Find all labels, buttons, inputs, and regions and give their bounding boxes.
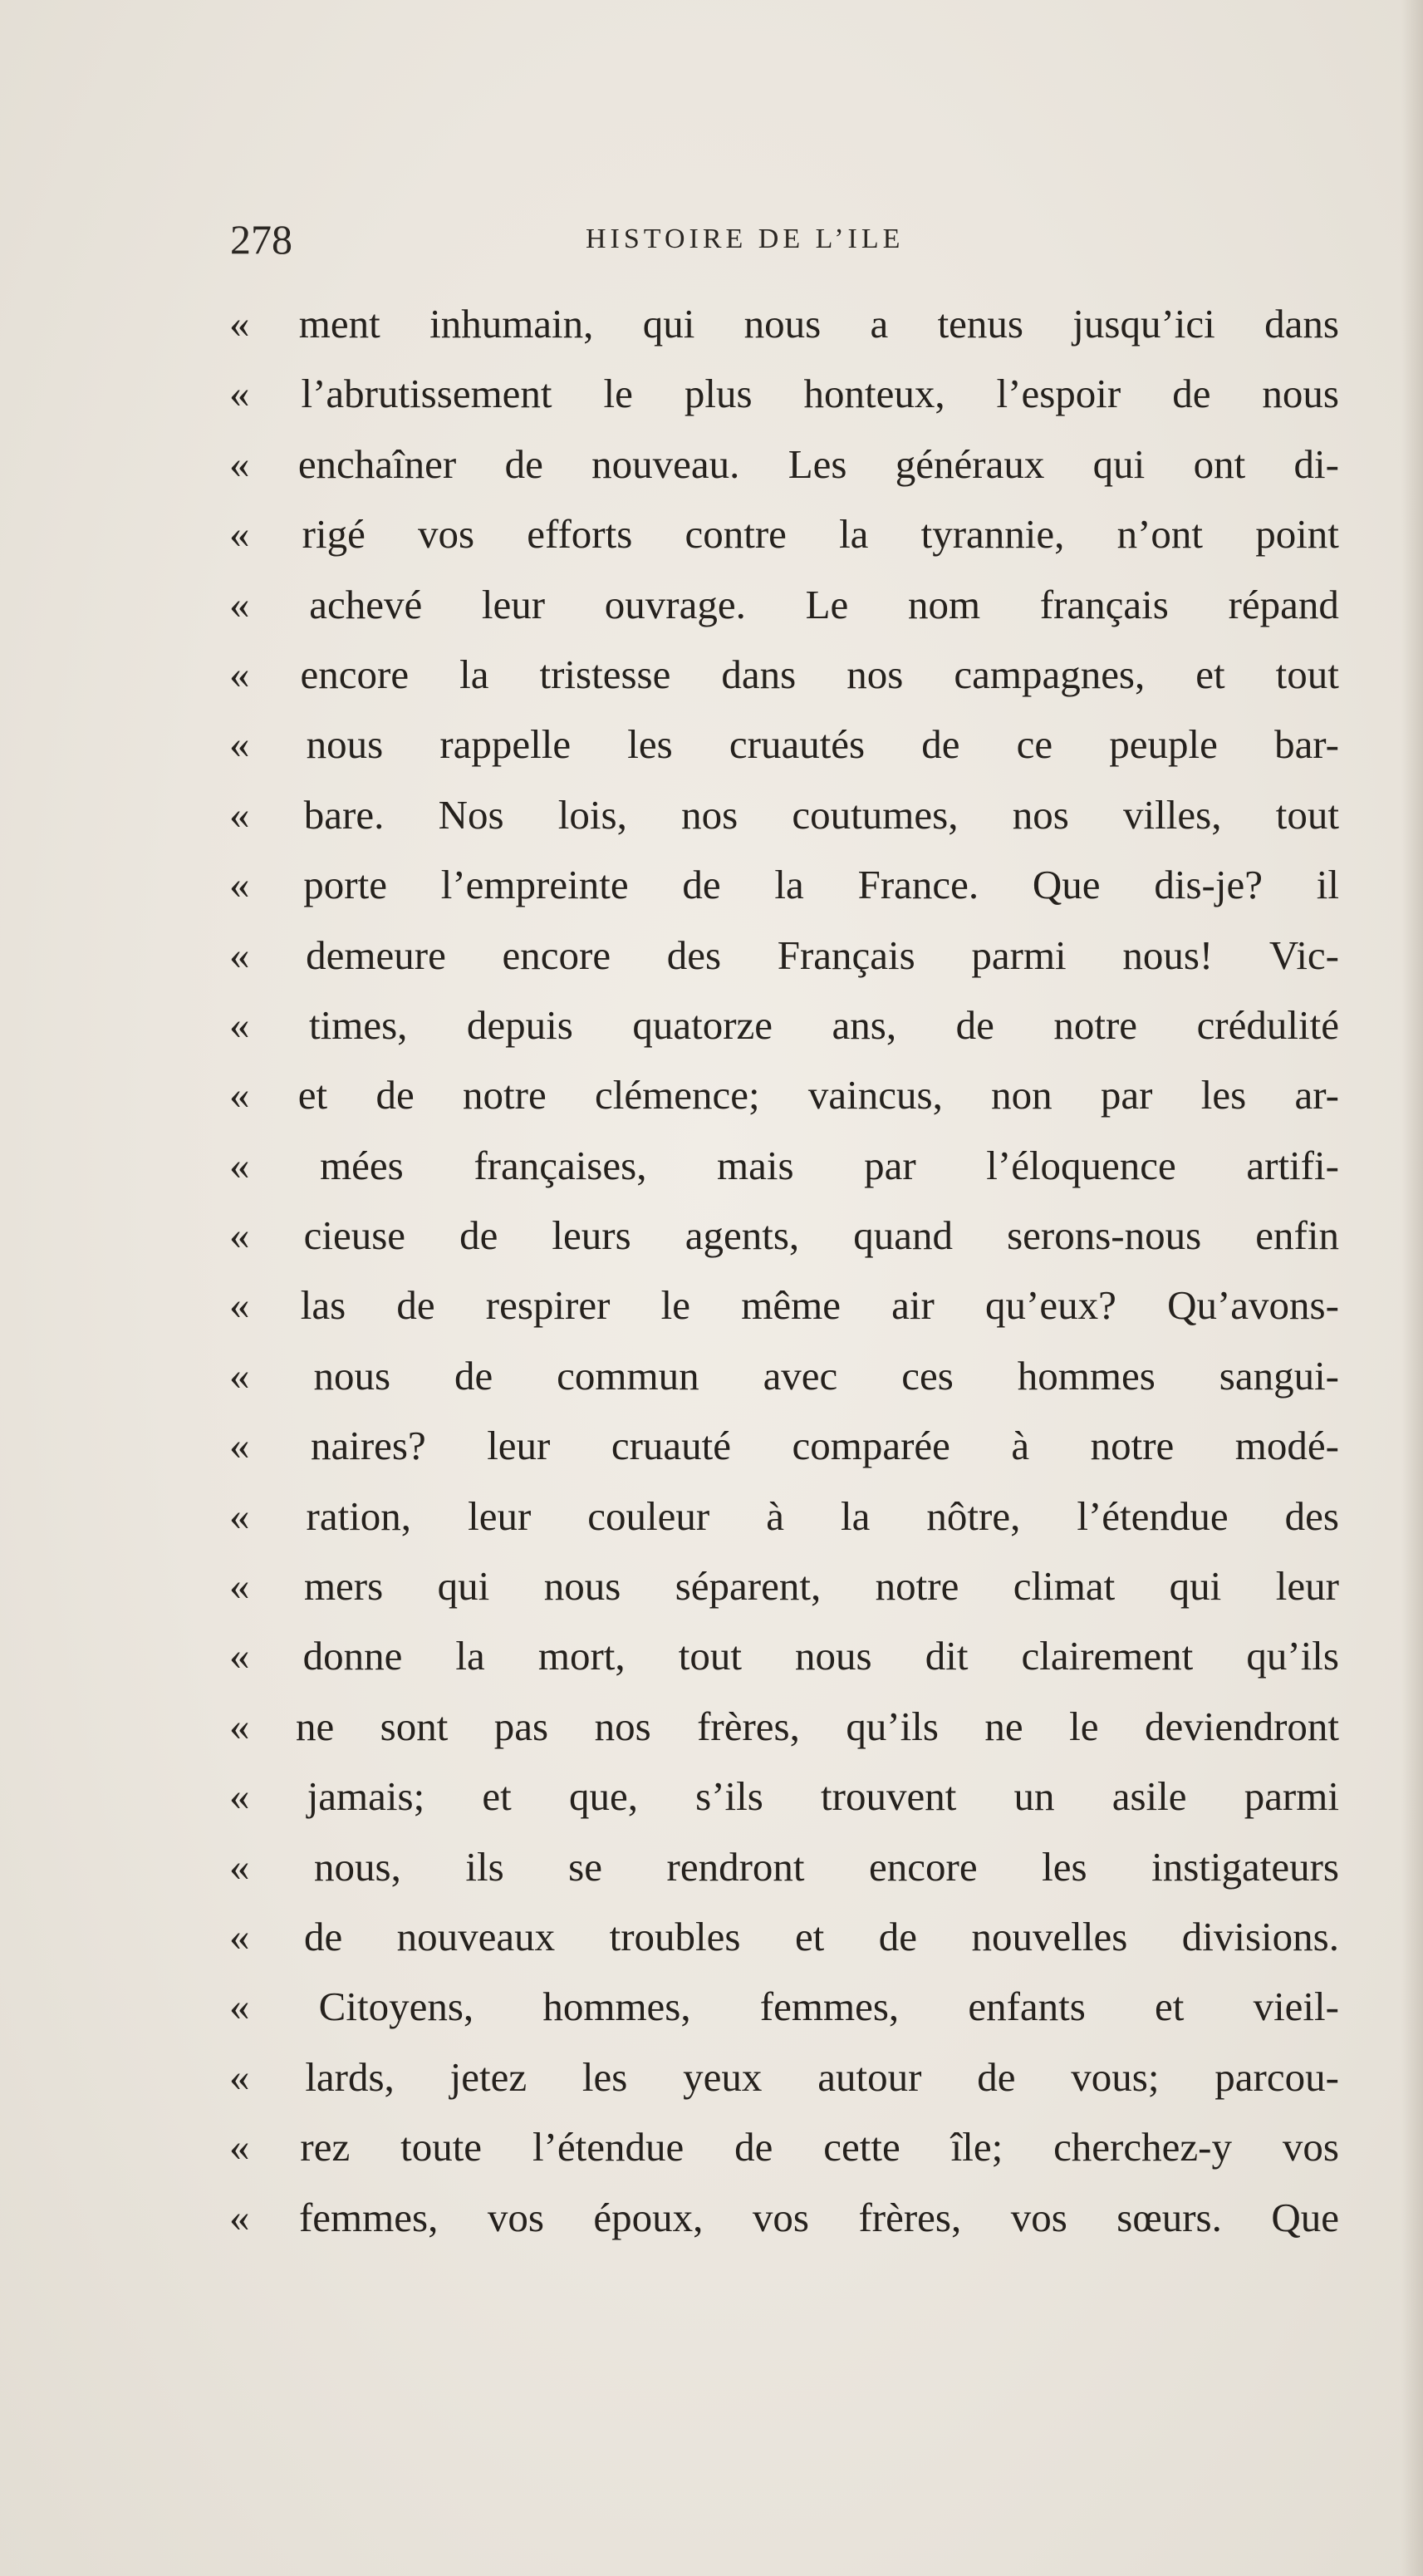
text-line: « mers qui nous séparent, notre climat qui leur [229, 1563, 1339, 1610]
text-line: « rigé vos efforts contre la tyrannie, n’ont point [229, 511, 1339, 558]
text-line: « enchaîner de nouveau. Les généraux qui ont di- [229, 440, 1339, 487]
text-line: « las de respirer le même air qu’eux? Qu’avons- [229, 1282, 1339, 1329]
text-line: « mées françaises, mais par l’éloquence artifi- [229, 1142, 1339, 1188]
text-line: « ment inhumain, qui nous a tenus jusqu’ici dans [229, 301, 1339, 347]
page-number: 278 [230, 216, 292, 263]
text-line: « bare. Nos lois, nos coutumes, nos villes, tout [229, 791, 1339, 838]
text-line: « donne la mort, tout nous dit clairement qu’ils [229, 1633, 1339, 1679]
text-line: « femmes, vos époux, vos frères, vos sœurs. Que [229, 2194, 1339, 2240]
text-line: « demeure encore des Français parmi nous! Vic- [229, 932, 1339, 978]
text-line: « rez toute l’étendue de cette île; cherchez-y vos [229, 2124, 1339, 2170]
text-line: « et de notre clémence; vaincus, non par les ar- [229, 1072, 1339, 1118]
page-header [0, 210, 1423, 268]
text-line: « achevé leur ouvrage. Le nom français répand [229, 581, 1339, 627]
page-edge-shadow [1401, 0, 1423, 2576]
text-line: « porte l’empreinte de la France. Que dis-je? il [229, 862, 1339, 908]
text-line: « lards, jetez les yeux autour de vous; parcou- [229, 2053, 1339, 2100]
text-line: « de nouveaux troubles et de nouvelles divisions. [229, 1913, 1339, 1959]
text-line: « Citoyens, hommes, femmes, enfants et vieil- [229, 1984, 1339, 2030]
text-line: « jamais; et que, s’ils trouvent un asile parmi [229, 1773, 1339, 1820]
text-line: « nous, ils se rendront encore les instigateurs [229, 1843, 1339, 1890]
text-line: « l’abrutissement le plus honteux, l’espoir de nous [229, 371, 1339, 417]
running-head: HISTOIRE DE L’ILE [586, 224, 905, 254]
body-text [229, 289, 1339, 2253]
text-line: « encore la tristesse dans nos campagnes, et tout [229, 651, 1339, 697]
text-line: « times, depuis quatorze ans, de notre crédulité [229, 1001, 1339, 1048]
text-line: « ration, leur couleur à la nôtre, l’étendue des [229, 1492, 1339, 1539]
text-line: « nous rappelle les cruautés de ce peuple bar- [229, 721, 1339, 768]
text-line: « nous de commun avec ces hommes sangui- [229, 1352, 1339, 1399]
text-line: « cieuse de leurs agents, quand serons-nous enfin [229, 1212, 1339, 1259]
text-line: « naires? leur cruauté comparée à notre modé- [229, 1423, 1339, 1469]
text-line: « ne sont pas nos frères, qu’ils ne le deviendront [229, 1703, 1339, 1749]
